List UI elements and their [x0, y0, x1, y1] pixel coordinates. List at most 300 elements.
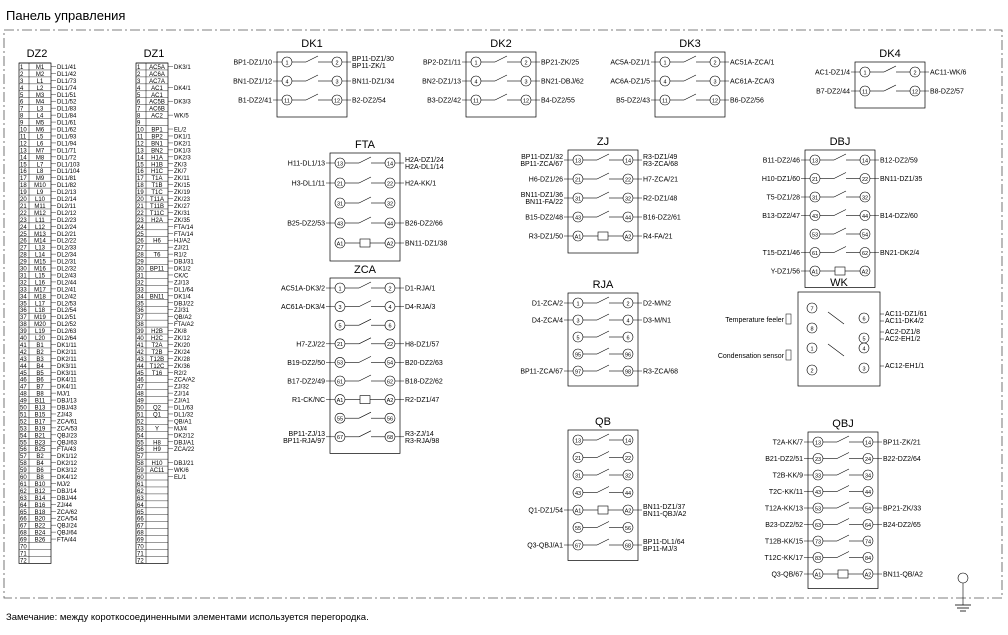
- relay-fta-right-label: H2A-DZ1/24: [405, 157, 444, 164]
- relay-dbj-terminal-num: 44: [861, 213, 869, 220]
- terminal-strip-dz2-row-dest: DL2/32: [57, 266, 77, 273]
- terminal-strip-dz2-row-dest: DL1/51: [57, 92, 77, 99]
- relay-qb-terminal-num: 68: [624, 543, 632, 550]
- relay-qbj-contact: [837, 552, 849, 558]
- terminal-strip-dz2-row-id: L12: [34, 224, 46, 231]
- terminal-strip-dz2-row-id: L1: [36, 78, 44, 85]
- terminal-strip-dz2-row-num: 60: [20, 475, 27, 481]
- terminal-strip-dz1-row-id: AC5B: [149, 99, 165, 106]
- terminal-strip-dz2-row-num: 11: [20, 134, 27, 141]
- terminal-strip-dz2-row-num: 36: [20, 308, 27, 315]
- relay-zj-terminal-num: 31: [574, 196, 582, 203]
- terminal-strip-dz1-row-id: AC6A: [149, 71, 165, 78]
- terminal-strip-dz2-row-num: 70: [20, 544, 27, 551]
- terminal-strip-dz2-row-id: M9: [35, 176, 45, 183]
- relay-dbj-right-label: BN11-DZ1/35: [880, 176, 923, 183]
- terminal-strip-dz1-row-dest: QB/A1: [174, 419, 192, 426]
- terminal-strip-dz1-row-dest: ZJ/31: [174, 308, 190, 315]
- wk-right-label: AC2-DZ1/8: [885, 329, 921, 336]
- relay-qb-left-label: Q1-DZ1/54: [528, 507, 563, 515]
- relay-dbj-left-label: T15-DZ1/46: [762, 250, 800, 257]
- terminal-strip-dz1-row-dest: R2/2: [174, 370, 187, 377]
- relay-fta-terminal-num: 13: [336, 161, 344, 168]
- relay-dk1-left-label: B1-DZ2/41: [238, 97, 272, 105]
- terminal-strip-dz2-row-id: M11: [34, 203, 46, 210]
- terminal-strip-dz1-row-num: 11: [137, 134, 144, 141]
- relay-qbj-terminal-num: 53: [814, 506, 822, 513]
- relay-dk3-terminal-num: 11: [662, 98, 668, 105]
- terminal-strip-dz2-row-num: 1: [20, 64, 24, 71]
- terminal-strip-dz2-row-id: B2: [36, 349, 44, 356]
- terminal-strip-dz2-row-id: M19: [34, 315, 46, 322]
- terminal-strip-dz2-row-dest: DL2/33: [57, 245, 77, 252]
- terminal-strip-dz1-row-num: 35: [137, 301, 144, 308]
- terminal-strip-dz2-row-dest: DL1/81: [57, 176, 77, 183]
- relay-zj-terminal-num: 32: [624, 196, 632, 203]
- terminal-strip-dz2-row-num: 63: [20, 495, 27, 502]
- relay-qb-right-label: BN11-DZ1/37: [643, 504, 686, 511]
- terminal-strip-dz2-row-dest: MJ/1: [57, 391, 71, 398]
- terminal-strip-dz2-row-dest: DK4/12: [57, 475, 78, 481]
- relay-qbj-terminal-num: 74: [864, 539, 872, 546]
- terminal-strip-dz1-row-id: T1A: [151, 176, 163, 183]
- terminal-strip-dz1-row-dest: EL/1: [174, 475, 187, 481]
- relay-qb-terminal-num: 22: [624, 455, 632, 462]
- relay-dk2-right-label: BP21-ZK/25: [541, 59, 580, 67]
- terminal-strip-dz1-row-num: 45: [137, 370, 144, 377]
- relay-zca-terminal-num: 21: [336, 342, 344, 349]
- relay-dbj-terminal-num: 31: [811, 195, 819, 202]
- relay-zca-left-label: AC61A-DK3/4: [281, 304, 325, 312]
- relay-qbj-contact: [837, 486, 849, 492]
- terminal-strip-dz2-row-id: B17: [34, 419, 46, 426]
- terminal-strip-dz2-row-num: 66: [20, 516, 27, 523]
- wk-title: WK: [830, 277, 848, 289]
- relay-dk2-terminal-num: 11: [473, 98, 479, 105]
- terminal-strip-dz1-row-num: 58: [137, 461, 144, 468]
- relay-qb-terminal-num: 21: [574, 455, 582, 462]
- terminal-strip-dz1-row-dest: ZK/28: [174, 356, 191, 363]
- terminal-strip-dz1-row-num: 48: [137, 391, 144, 398]
- terminal-strip-dz2-row-dest: DL2/44: [57, 280, 77, 287]
- terminal-strip-dz2-row-num: 69: [20, 537, 27, 544]
- terminal-strip-dz2-row-id: B2: [36, 454, 44, 461]
- relay-rja-terminal-num: 6: [626, 335, 630, 342]
- relay-qb-right-label: BP11-DL1/64: [643, 539, 685, 546]
- relay-dk4-left-label: AC1-DZ1/4: [814, 69, 850, 77]
- relay-dbj-terminal-num: A1: [811, 269, 819, 276]
- terminal-strip-dz2-row-dest: DL2/34: [57, 252, 77, 259]
- terminal-strip-dz2-row-id: L3: [36, 106, 44, 113]
- relay-qbj-contact: [837, 502, 849, 508]
- terminal-strip-dz2-row-id: L8: [36, 169, 44, 176]
- relay-dbj-contact: [834, 247, 846, 253]
- relay-zca-terminal-num: 5: [338, 323, 342, 330]
- relay-dbj-terminal-num: 53: [811, 232, 819, 239]
- terminal-strip-dz1-row-dest: ZJ/14: [174, 391, 190, 398]
- terminal-strip-dz2-row-dest: ZCA/61: [57, 419, 78, 426]
- relay-qbj-contact: [837, 453, 849, 459]
- terminal-strip-dz1-row-dest: DK2/1: [174, 141, 191, 148]
- terminal-strip-dz2-row-dest: DL2/22: [57, 238, 77, 245]
- terminal-strip-dz1-row-dest: EL/2: [174, 127, 187, 134]
- terminal-strip-dz2-row-num: 53: [20, 426, 27, 433]
- relay-dk1-right-label: BN11-DZ1/34: [352, 78, 395, 86]
- terminal-strip-dz2-row-id: M14: [34, 238, 46, 245]
- terminal-strip-dz2-row-dest: QBJ/24: [57, 523, 78, 530]
- terminal-strip-dz2-row-dest: DL1/71: [57, 148, 77, 155]
- terminal-strip-dz1-row-num: 19: [137, 190, 144, 197]
- terminal-strip-dz2-row-id: B26: [34, 537, 46, 544]
- relay-qb-contact: [597, 539, 609, 545]
- terminal-strip-dz2-row-id: L5: [36, 134, 44, 141]
- relay-zj-left-label: BN11-DZ1/36: [520, 192, 563, 199]
- terminal-strip-dz2-row-num: 21: [20, 203, 27, 210]
- relay-dk3-terminal-num: 4: [663, 79, 667, 86]
- terminal-strip-dz2-row-dest: DL2/31: [57, 259, 77, 266]
- terminal-strip-dz1-row-dest: ZK/11: [174, 176, 190, 183]
- terminal-strip-dz1-row-id: H2B: [151, 329, 163, 336]
- terminal-strip-dz1-row-dest: DK1/4: [174, 294, 191, 301]
- terminal-strip-dz1-row-num: 30: [137, 266, 144, 273]
- temperature-feeler-label: Temperature feeler: [725, 317, 784, 324]
- relay-dbj-coil: [835, 267, 845, 275]
- relay-zca-terminal-num: 22: [386, 342, 394, 349]
- relay-dk2-left-label: B3-DZ2/42: [427, 97, 461, 105]
- relay-fta-right-label: H2A-KK/1: [405, 180, 437, 188]
- terminal-strip-dz2-row-dest: DK1/12: [57, 454, 78, 461]
- wk-terminal-num: 7: [810, 306, 814, 313]
- terminal-strip-dz2-row-num: 27: [20, 245, 27, 252]
- relay-rja-right-label: D2-M/N2: [643, 300, 672, 308]
- relay-dbj-contact: [834, 154, 846, 160]
- terminal-strip-dz1-row-dest: FTA/14: [174, 224, 194, 231]
- relay-dk1-right-label: BP11-DZ1/30: [352, 56, 394, 63]
- terminal-strip-dz2-row-num: 25: [20, 231, 27, 238]
- terminal-strip-dz2-row-num: 44: [20, 363, 27, 370]
- relay-zj-left-label: B15-DZ2/48: [525, 214, 563, 222]
- relay-fta-terminal-num: 22: [386, 181, 394, 188]
- relay-zca-contact: [359, 375, 371, 381]
- terminal-strip-dz1-row-id: BP1: [151, 127, 163, 134]
- relay-fta-terminal-num: 43: [336, 221, 344, 228]
- terminal-strip-dz1-row-id: T2A: [151, 342, 163, 349]
- terminal-strip-dz2-row-num: 6: [20, 99, 24, 106]
- relay-dk1-right-label: BP11-ZK/1: [352, 63, 386, 70]
- relay-qbj-contact: [837, 535, 849, 541]
- relay-rja-left-label: D1-ZCA/2: [531, 300, 563, 308]
- relay-dbj-terminal-num: 14: [861, 158, 869, 165]
- relay-zca-terminal-num: 56: [386, 416, 394, 423]
- terminal-strip-dz1-row-num: 22: [137, 210, 144, 217]
- relay-zj: [520, 136, 681, 253]
- wk-terminal-num: 1: [810, 346, 814, 353]
- terminal-strip-dz2-row-num: 10: [20, 127, 27, 134]
- relay-fta-right-label: B26-DZ2/66: [405, 220, 443, 228]
- relay-rja-terminal-num: 98: [624, 369, 632, 376]
- relay-fta-coil: [360, 239, 370, 247]
- terminal-strip-dz2-row-num: 68: [20, 530, 27, 537]
- terminal-strip-dz1-row-dest: ZK/7: [174, 169, 187, 176]
- relay-zca-right-label: B18-DZ2/62: [405, 378, 443, 386]
- relay-qbj: [764, 418, 923, 589]
- terminal-strip-dz1-row-dest: ZK/24: [174, 349, 191, 356]
- terminal-strip-dz1-row-num: 34: [137, 294, 144, 301]
- terminal-strip-dz2-row-dest: DK1/11: [57, 342, 77, 349]
- terminal-strip-dz1-row-id: H1B: [151, 162, 163, 169]
- terminal-strip-dz2-row-num: 12: [20, 141, 27, 148]
- relay-zj-terminal-num: 22: [624, 177, 632, 184]
- terminal-strip-dz1-row-num: 49: [137, 398, 144, 405]
- terminal-strip-dz2-row-id: B7: [36, 384, 44, 391]
- terminal-strip-dz2-row-id: M15: [34, 259, 46, 266]
- relay-qbj-terminal-num: 84: [864, 555, 872, 562]
- terminal-strip-dz1-row-num: 14: [137, 155, 144, 162]
- terminal-strip-dz1-row-dest: DK4/1: [174, 85, 191, 92]
- terminal-strip-dz1-row-dest: ZK/3: [174, 162, 187, 169]
- terminal-strip-dz1-row-id: T16: [151, 370, 163, 377]
- relay-zca-contact: [359, 356, 371, 362]
- relay-qbj-terminal-num: 33: [814, 473, 822, 480]
- relay-dbj-right-label: BN21-DK2/4: [880, 250, 920, 257]
- relay-dk3-right-label: AC61A-ZCA/3: [730, 78, 775, 86]
- terminal-strip-dz2-row-num: 62: [20, 488, 27, 495]
- relay-qbj-right-label: B22-DZ2/64: [883, 456, 921, 463]
- relay-dk2-terminal-num: 4: [474, 79, 478, 86]
- terminal-strip-dz2-row-dest: DL1/82: [57, 183, 77, 190]
- terminal-strip-dz2-row-dest: DL2/41: [57, 287, 77, 294]
- terminal-strip-dz2-row-num: 42: [20, 349, 27, 356]
- relay-dk1-left-label: BP1-DZ1/10: [233, 59, 272, 67]
- relay-qb-terminal-num: A1: [574, 508, 582, 515]
- relay-fta-left-label: H3-DL1/11: [291, 180, 325, 188]
- terminal-strip-dz2-row-dest: DBJ/14: [57, 488, 77, 495]
- terminal-strip-dz2-title: DZ2: [26, 48, 48, 60]
- terminal-strip-dz2-row-dest: DK2/11: [57, 349, 77, 356]
- terminal-strip-dz2-row-num: 31: [20, 273, 27, 280]
- terminal-strip-dz1-row-id: AC1: [151, 92, 163, 99]
- relay-dbj-terminal-num: 32: [861, 195, 869, 202]
- terminal-strip-dz2-row-dest: QBJ/63: [57, 440, 78, 447]
- terminal-strip-dz2-row-dest: DK3/11: [57, 370, 77, 377]
- relay-dk3-right-label: AC51A-ZCA/1: [730, 59, 775, 67]
- terminal-strip-dz2-row-dest: DL2/64: [57, 336, 77, 342]
- relay-zca-contact: [359, 282, 371, 288]
- terminal-strip-dz2-row-dest: DBJ/43: [57, 405, 77, 412]
- relay-qbj-left-label: T2A-KK/7: [772, 439, 803, 447]
- terminal-strip-dz2-row-dest: QBJ/64: [57, 530, 78, 537]
- relay-rja-terminal-num: 5: [576, 335, 580, 342]
- relay-zca-right-label: R3-RJA/98: [405, 437, 440, 445]
- terminal-strip-dz1-row-num: 63: [137, 495, 144, 502]
- relay-qbj-terminal-num: 63: [814, 522, 822, 529]
- terminal-strip-dz2-row-dest: DBJ/13: [57, 398, 77, 405]
- terminal-strip-dz1-row-num: 21: [137, 203, 144, 210]
- terminal-strip-dz2-row-id: B22: [34, 523, 46, 530]
- terminal-strip-dz2-row-dest: DL1/73: [57, 78, 77, 85]
- relay-qbj-contact: [837, 469, 849, 475]
- relay-dk1: [233, 38, 394, 117]
- terminal-strip-dz2-row-dest: DL2/54: [57, 308, 77, 315]
- terminal-strip-dz1-row-dest: ZK/19: [174, 190, 191, 197]
- terminal-strip-dz2-row-dest: DL1/42: [57, 71, 77, 78]
- temperature-sensor-icon: [786, 314, 791, 324]
- terminal-strip-dz2-row-num: 57: [20, 454, 27, 461]
- footnote: Замечание: между короткосоединенными элементами используется перегородка.: [6, 612, 369, 623]
- relay-zj-terminal-num: 44: [624, 215, 632, 222]
- terminal-strip-dz2-row-id: L9: [36, 190, 44, 197]
- relay-qbj-terminal-num: 34: [864, 473, 872, 480]
- terminal-strip-dz2-row-id: B11: [34, 398, 46, 405]
- relay-dbj-terminal-num: 43: [811, 213, 819, 220]
- terminal-strip-dz2-row-dest: DL2/24: [57, 224, 77, 231]
- terminal-strip-dz2-row-id: B4: [36, 363, 44, 370]
- terminal-strip-dz1-row-dest: DK3/3: [174, 99, 191, 106]
- terminal-strip-dz1-row-dest: R1/2: [174, 252, 187, 259]
- terminal-strip-dz1-row-id: T1B: [151, 183, 163, 190]
- terminal-strip-dz1-row-dest: ZK/35: [174, 217, 191, 224]
- terminal-strip-dz1-row-num: 36: [137, 308, 144, 315]
- condensation-sensor-icon: [786, 350, 791, 360]
- terminal-strip-dz2-row-dest: DL1/72: [57, 155, 77, 162]
- terminal-strip-dz2-row-num: 8: [20, 113, 24, 120]
- relay-dk4-left-label: B7-DZ2/44: [816, 88, 850, 96]
- terminal-strip-dz1-row-num: 8: [137, 113, 141, 120]
- relay-qbj-left-label: T2C-KK/11: [768, 489, 803, 496]
- terminal-strip-dz1-row-dest: ZCA/22: [174, 447, 195, 454]
- relay-dk4-terminal-num: 2: [913, 70, 917, 77]
- relay-dbj-contact: [834, 191, 846, 197]
- terminal-strip-dz1-row-num: 72: [137, 558, 144, 565]
- terminal-strip-dz2-row-num: 33: [20, 287, 27, 294]
- relay-dk2-contact: [495, 75, 507, 81]
- terminal-strip-dz2-row-id: M12: [34, 210, 46, 217]
- terminal-strip-dz2-row-id: B18: [34, 509, 46, 516]
- terminal-strip-dz2-row-dest: DL2/13: [57, 190, 77, 197]
- terminal-strip-dz1-row-num: 27: [137, 245, 144, 252]
- relay-qbj-terminal-num: 73: [814, 539, 822, 546]
- terminal-strip-dz1-row-num: 66: [137, 516, 144, 523]
- terminal-strip-dz2-row-dest: DK2/12: [57, 461, 78, 468]
- terminal-strip-dz1-row-num: 4: [137, 85, 141, 92]
- terminal-strip-dz1-row-num: 67: [137, 523, 144, 530]
- terminal-strip-dz2-row-dest: DK2/11: [57, 356, 77, 363]
- terminal-strip-dz1-row-num: 38: [137, 322, 144, 329]
- relay-dk2-terminal-num: 2: [524, 60, 528, 67]
- relay-dbj-terminal-num: 61: [811, 250, 819, 257]
- relay-rja: [520, 279, 678, 386]
- relay-rja-contact: [597, 331, 609, 337]
- terminal-strip-dz2-row-num: 20: [20, 197, 27, 203]
- terminal-strip-dz2-row-id: L13: [34, 245, 46, 252]
- relay-qb-contact: [597, 452, 609, 458]
- relay-qb-terminal-num: 44: [624, 490, 632, 497]
- terminal-strip-dz2-row-num: 18: [20, 183, 27, 190]
- relay-zj-left-label: BN11-FA/22: [525, 199, 563, 206]
- terminal-strip-dz2-row-num: 5: [20, 92, 24, 99]
- terminal-strip-dz1-row-num: 40: [137, 336, 144, 342]
- terminal-strip-dz1-row-dest: ZJ/13: [174, 280, 190, 287]
- terminal-strip-dz1-row-id: H10: [151, 461, 163, 468]
- relay-zca-left-label: R1-CK/NC: [291, 397, 325, 405]
- wk-block: [718, 277, 928, 386]
- relay-zj-terminal-num: 13: [574, 158, 582, 165]
- relay-qb-contact: [597, 522, 609, 528]
- relay-zca: [281, 264, 443, 453]
- terminal-strip-dz1-row-dest: DBJ/22: [174, 301, 194, 308]
- terminal-strip-dz2-row-dest: FTA/43: [57, 447, 77, 454]
- terminal-strip-dz1-row-dest: DK2/12: [174, 433, 195, 440]
- terminal-strip-dz1-row-dest: WK/5: [174, 113, 189, 120]
- terminal-strip-dz2-row-id: L6: [36, 141, 44, 148]
- terminal-strip-dz1-row-num: 5: [137, 92, 141, 99]
- terminal-strip-dz1-row-num: 9: [137, 120, 141, 127]
- terminal-strip-dz2-row-num: 37: [20, 315, 27, 322]
- terminal-strip-dz1-row-num: 69: [137, 537, 144, 544]
- terminal-strip-dz2-row-num: 19: [20, 190, 27, 197]
- relay-dk3-left-label: AC5A-DZ1/1: [610, 59, 650, 67]
- relay-zj-left-label: R3-DZ1/50: [528, 233, 563, 241]
- relay-zca-contact: [359, 431, 371, 437]
- terminal-strip-dz2-row-id: B15: [34, 412, 46, 419]
- terminal-strip-dz1-row-id: BP2: [151, 134, 163, 141]
- terminal-strip-dz2-row-id: B25: [34, 447, 46, 454]
- terminal-strip-dz2-row-dest: DL2/12: [57, 210, 77, 217]
- wk-right-label: AC11-DK4/2: [885, 318, 924, 325]
- relay-dbj-terminal-num: 54: [861, 232, 869, 239]
- terminal-strip-dz1-row-id: BN11: [149, 294, 165, 301]
- relay-qb-terminal-num: 32: [624, 473, 632, 480]
- relay-rja-terminal-num: 4: [626, 318, 630, 325]
- terminal-strip-dz1-row-dest: DL1/63: [174, 405, 194, 412]
- relay-rja-right-label: D3-M/N1: [643, 317, 672, 325]
- terminal-strip-dz1-row-dest: DK3/1: [174, 64, 191, 71]
- terminal-strip-dz1-row-id: T12B: [149, 356, 165, 363]
- terminal-strip-dz2-row-num: 35: [20, 301, 27, 308]
- relay-dk3-contact: [684, 94, 696, 100]
- relay-qb-right-label: BN11-QBJ/A2: [643, 511, 687, 518]
- relay-dk4-right-label: B8-DZ2/57: [930, 88, 964, 96]
- relay-dk1-title: DK1: [301, 38, 323, 50]
- relay-qb-contact: [597, 469, 609, 475]
- terminal-strip-dz1-row-num: 65: [137, 509, 144, 516]
- terminal-strip-dz2-row-dest: DL1/74: [57, 85, 77, 92]
- terminal-strip-dz1-row-num: 59: [137, 468, 144, 475]
- terminal-strip-dz1-row-dest: FTA/A2: [174, 322, 194, 329]
- relay-qbj-terminal-num: 14: [864, 440, 872, 447]
- relay-zca-terminal-num: 67: [336, 435, 344, 442]
- terminal-strip-dz1-row-num: 16: [137, 169, 144, 176]
- terminal-strip-dz2-row-num: 47: [20, 384, 27, 391]
- relay-dk2: [422, 38, 584, 117]
- relay-dk4-terminal-num: 12: [911, 89, 919, 96]
- terminal-strip-dz2-row-num: 7: [20, 106, 24, 113]
- terminal-strip-dz1-row-id: Q1: [152, 412, 162, 419]
- terminal-strip-dz2-row-id: L14: [34, 252, 46, 259]
- relay-zj-title: ZJ: [596, 136, 610, 148]
- terminal-strip-dz1-row-dest: ZK/12: [174, 336, 191, 342]
- terminal-strip-dz2-row-id: L16: [34, 280, 46, 287]
- relay-dk1-contact: [306, 94, 318, 100]
- terminal-strip-dz1-row-num: 23: [137, 217, 144, 224]
- terminal-strip-dz2-row-id: B5: [36, 370, 44, 377]
- terminal-strip-dz2-row-id: M5: [35, 120, 45, 127]
- relay-fta-terminal-num: 21: [336, 181, 344, 188]
- terminal-strip-dz1-row-dest: DK1/1: [174, 134, 191, 141]
- terminal-strip-dz1-row-dest: WK/6: [174, 468, 189, 475]
- terminal-strip-dz2-row-id: L7: [36, 162, 44, 169]
- relay-rja-contact: [597, 348, 609, 354]
